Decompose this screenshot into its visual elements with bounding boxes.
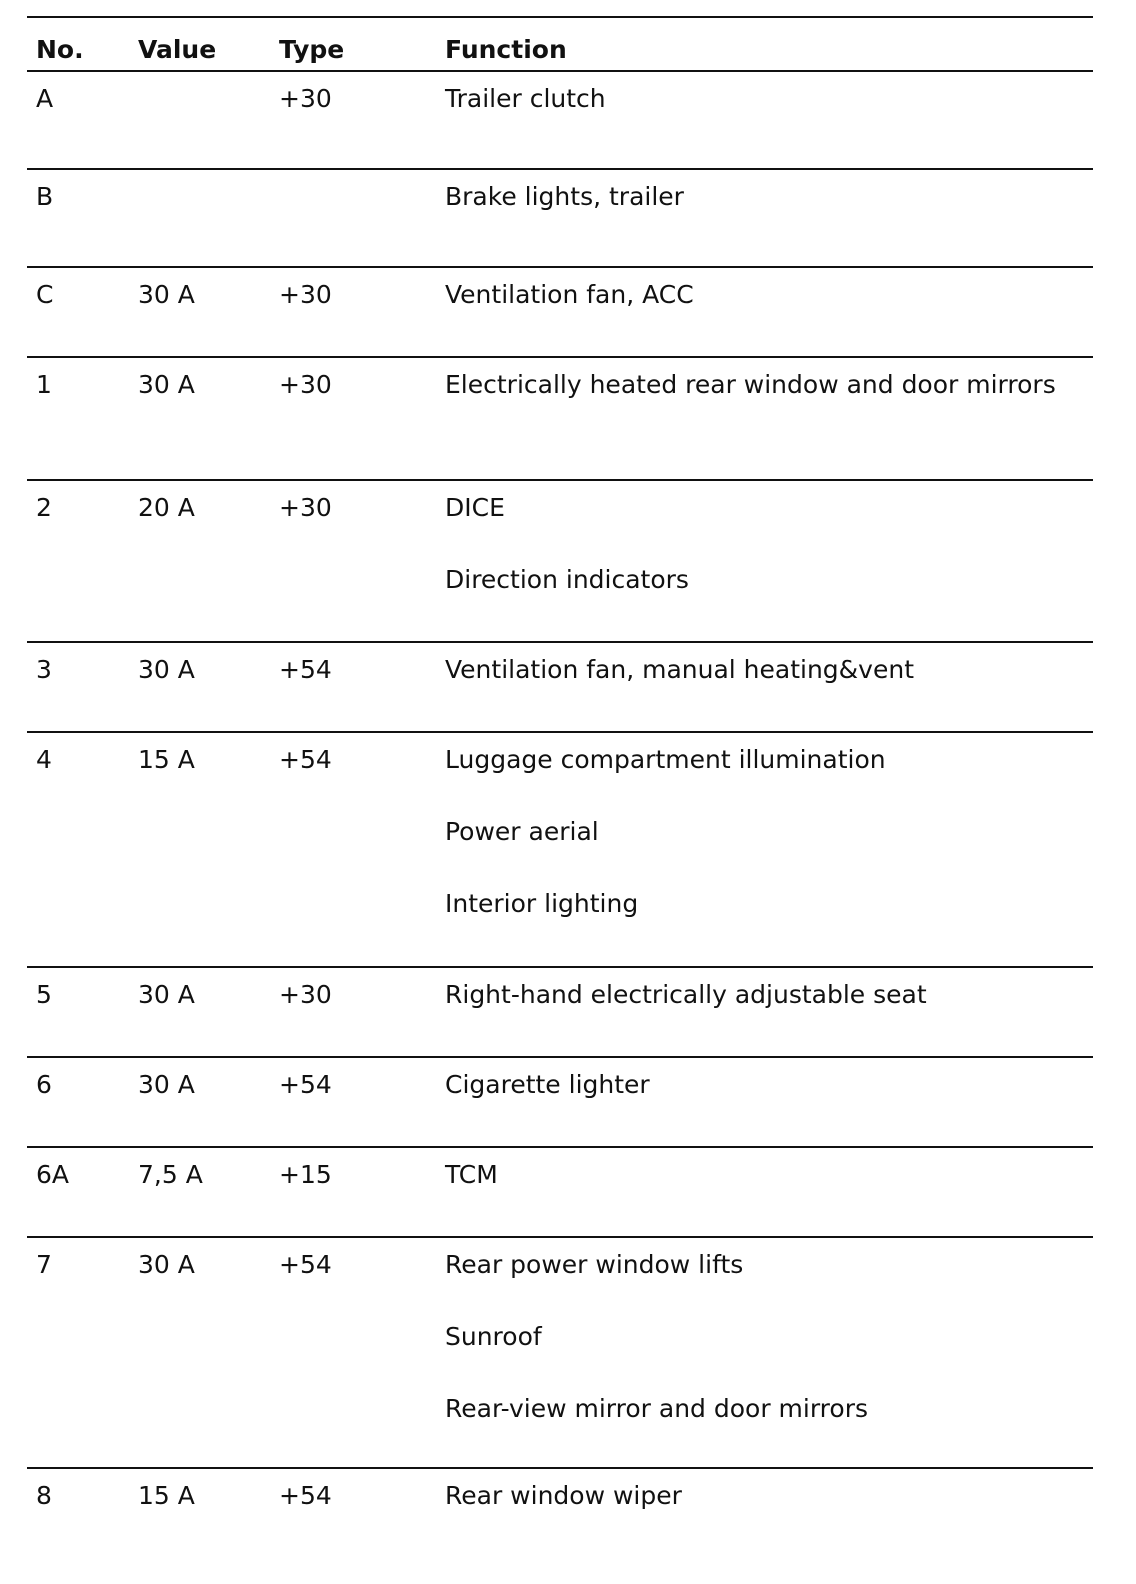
fuse-value: 15 A	[138, 1481, 195, 1510]
fuse-value: 30 A	[138, 655, 195, 684]
table-row	[27, 268, 1093, 358]
fuse-type: +54	[279, 1070, 332, 1099]
fuse-functions	[445, 1158, 1075, 1192]
fuse-type: +54	[279, 1250, 332, 1279]
fuse-functions	[445, 1068, 1075, 1102]
fuse-value: 7,5 A	[138, 1160, 203, 1189]
fuse-table	[27, 16, 1093, 1549]
fuse-type: +30	[279, 84, 332, 113]
fuse-functions	[445, 180, 1075, 214]
function-item: TCM	[445, 1160, 498, 1189]
fuse-value: 30 A	[138, 370, 195, 399]
fuse-type: +54	[279, 745, 332, 774]
function-item: Rear power window lifts	[445, 1250, 744, 1279]
function-item: Power aerial	[445, 817, 599, 846]
header-type: Type	[279, 35, 345, 64]
function-item: Rear window wiper	[445, 1481, 682, 1510]
table-row	[27, 170, 1093, 268]
fuse-number: 4	[36, 745, 52, 774]
function-item: Ventilation fan, manual heating&vent	[445, 655, 914, 684]
table-row	[27, 643, 1093, 733]
fuse-number: 2	[36, 493, 52, 522]
table-body	[27, 72, 1093, 1549]
fuse-number: 3	[36, 655, 52, 684]
function-item: Interior lighting	[445, 889, 639, 918]
table-row	[27, 72, 1093, 170]
header-function: Function	[445, 35, 567, 64]
fuse-functions	[445, 653, 1075, 687]
fuse-number: 5	[36, 980, 52, 1009]
function-item: Rear-view mirror and door mirrors	[445, 1394, 869, 1423]
fuse-type: +15	[279, 1160, 332, 1189]
function-item: Right-hand electrically adjustable seat	[445, 980, 927, 1009]
function-item: Cigarette lighter	[445, 1070, 650, 1099]
header-value: Value	[138, 35, 217, 64]
table-header	[27, 16, 1093, 72]
fuse-value: 30 A	[138, 280, 195, 309]
fuse-functions	[445, 491, 1075, 597]
table-row	[27, 1058, 1093, 1148]
table-row	[27, 1469, 1093, 1549]
fuse-value: 30 A	[138, 1250, 195, 1279]
fuse-type: +30	[279, 493, 332, 522]
fuse-value: 30 A	[138, 1070, 195, 1099]
function-item: Brake lights, trailer	[445, 182, 684, 211]
fuse-number: B	[36, 182, 54, 211]
fuse-type: +30	[279, 980, 332, 1009]
function-item: Sunroof	[445, 1322, 542, 1351]
function-item: Trailer clutch	[445, 84, 606, 113]
fuse-functions	[445, 1479, 1075, 1513]
table-row	[27, 481, 1093, 643]
fuse-number: 6A	[36, 1160, 70, 1189]
fuse-number: 8	[36, 1481, 52, 1510]
table-row	[27, 1148, 1093, 1238]
fuse-functions	[445, 1248, 1075, 1426]
fuse-functions	[445, 278, 1075, 312]
table-row	[27, 968, 1093, 1058]
function-item: Luggage compartment illumination	[445, 745, 886, 774]
table-row	[27, 1238, 1093, 1469]
fuse-number: C	[36, 280, 54, 309]
fuse-functions	[445, 978, 1075, 1012]
fuse-type: +54	[279, 1481, 332, 1510]
fuse-number: 1	[36, 370, 52, 399]
fuse-number: 6	[36, 1070, 52, 1099]
fuse-value: 30 A	[138, 980, 195, 1009]
header-no: No.	[36, 35, 84, 64]
fuse-functions	[445, 743, 1075, 921]
fuse-type: +54	[279, 655, 332, 684]
function-item: DICE	[445, 493, 505, 522]
fuse-functions	[445, 368, 1075, 402]
fuse-type: +30	[279, 280, 332, 309]
fuse-type: +30	[279, 370, 332, 399]
table-row	[27, 733, 1093, 968]
table-row	[27, 358, 1093, 481]
fuse-functions	[445, 82, 1075, 116]
function-item: Direction indicators	[445, 565, 689, 594]
function-item: Ventilation fan, ACC	[445, 280, 694, 309]
fuse-value: 20 A	[138, 493, 195, 522]
fuse-value: 15 A	[138, 745, 195, 774]
fuse-number: A	[36, 84, 54, 113]
fuse-number: 7	[36, 1250, 52, 1279]
function-item: Electrically heated rear window and door mirrors	[445, 370, 1056, 399]
